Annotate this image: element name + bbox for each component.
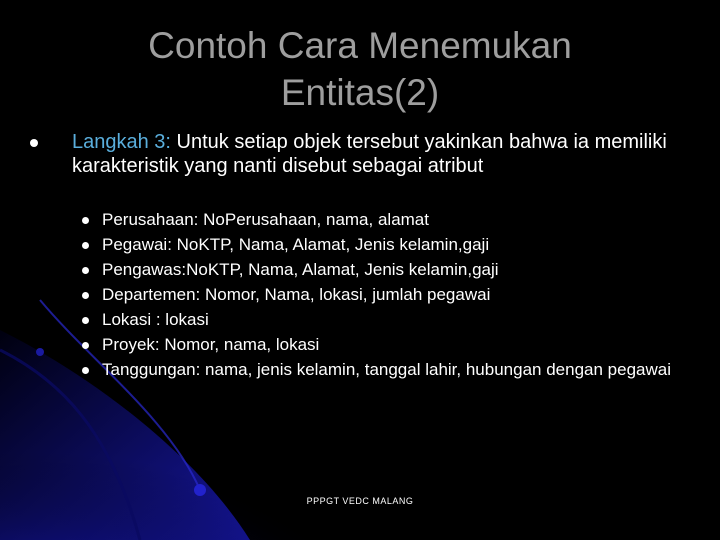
title-line-1: Contoh Cara Menemukan [148, 25, 572, 66]
bullet-dot-icon [82, 267, 89, 274]
bullet-dot-icon [82, 292, 89, 299]
list-item: Departemen: Nomor, Nama, lokasi, jumlah pegawai [82, 285, 682, 305]
list-item: Proyek: Nomor, nama, lokasi [82, 335, 682, 355]
bullet-dot-icon [82, 367, 89, 374]
step-description: Untuk setiap objek tersebut yakinkan bahwa ia memiliki karakteristik yang nanti disebut sebagai atribut [72, 131, 667, 177]
list-item: Tanggungan: nama, jenis kelamin, tanggal lahir, hubungan dengan pegawai [82, 360, 682, 380]
slide-title [60, 22, 660, 116]
attribute-list [82, 210, 682, 385]
slide-footer: PPPGT VEDC MALANG [306, 496, 414, 506]
list-item: Pegawai: NoKTP, Nama, Alamat, Jenis kelamin,gaji [82, 235, 682, 255]
bullet-dot-icon [82, 242, 89, 249]
list-item: Perusahaan: NoPerusahaan, nama, alamat [82, 210, 682, 230]
bullet-dot-icon [82, 342, 89, 349]
bullet-dot-icon [82, 217, 89, 224]
main-bullet-text [72, 130, 682, 178]
bullet-dot-icon [82, 317, 89, 324]
bullet-dot-icon [30, 139, 38, 147]
decoration-dot [194, 484, 206, 496]
list-item: Lokasi : lokasi [82, 310, 682, 330]
step-label: Langkah 3: [72, 131, 171, 153]
list-item: Pengawas:NoKTP, Nama, Alamat, Jenis kelamin,gaji [82, 260, 682, 280]
title-line-2: Entitas(2) [280, 72, 440, 113]
